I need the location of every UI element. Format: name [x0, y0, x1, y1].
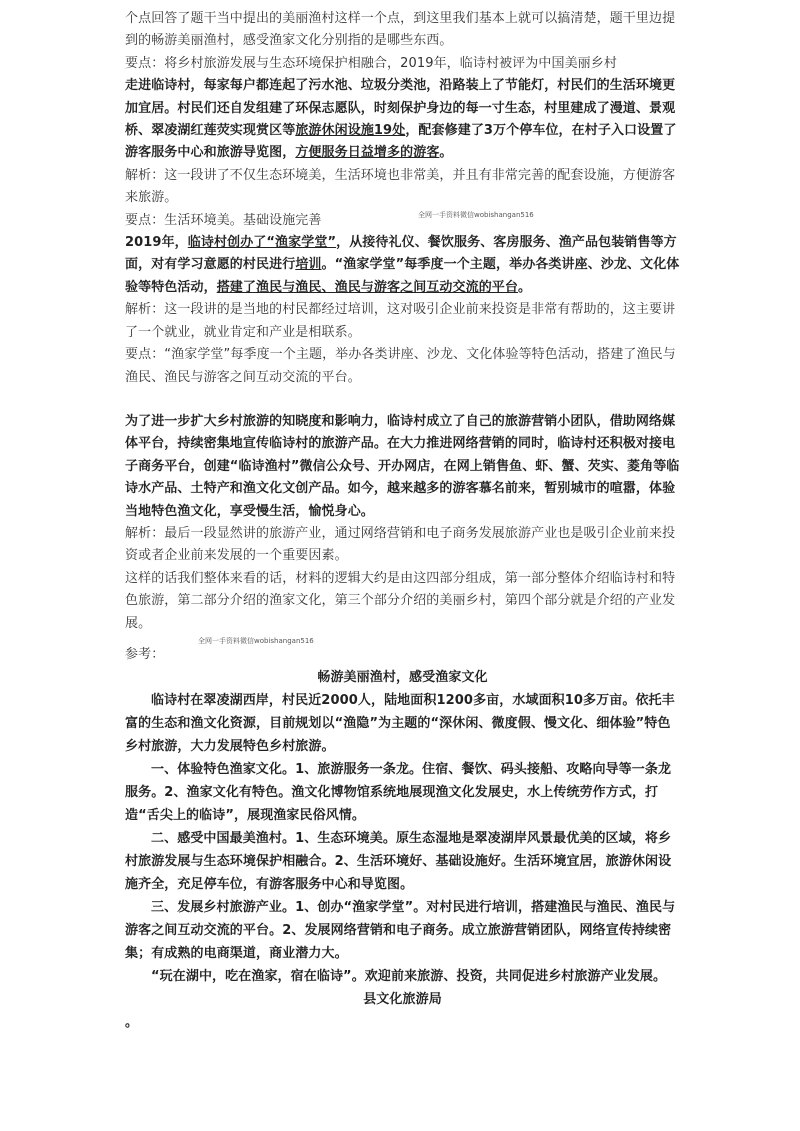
material-paragraph-3: 为了进一步扩大乡村旅游的知晓度和影响力，临诗村成立了自己的旅游营销小团队，借助网络媒体平台，持续密集地宣传临诗村的旅游产品。在大力推进网络营销的同时，临诗村还积极对接电子商务平台，创建“临诗渔村”微信公众号、开办网店，在网上销售鱼、虾、蟹、芡实、菱角等临诗水产品、土特产和渔文化文创产品。如今，越来越多的游客慕名前来，暂别城市的喧嚣，体验当地特色渔文化，享受慢生活，愉悦身心。 [125, 413, 680, 519]
reference-section [125, 643, 680, 1034]
reference-paragraph: 临诗村在翠凌湖西岸，村民近2000人，陆地面积1200多亩，水域面积10多万亩。依托丰富的生态和渔文化资源，目前规划以“渔隐”为主题的“深休闲、微度假、慢文化、细体验”特色乡村旅游，大力发展特色乡村旅游。 [125, 692, 675, 754]
analysis-text: 解析：这一段讲的是当地的村民都经过培训，这对吸引企业前来投资是非常有帮助的，这主要讲了一个就业，就业肯定和产业是相联系。 [125, 302, 676, 340]
reference-signature: 县文化旅游局 [363, 991, 442, 1007]
point-text: 要点：生活环境美。基础设施完善 [125, 212, 322, 228]
intro-paragraph: 个点回答了题干当中提出的美丽渔村这样一个点，到这里我们基本上就可以搞清楚，题干里边提到的畅游美丽渔村，感受渔家文化分别指的是哪些东西。 [125, 11, 676, 49]
reference-label: 参考： [125, 646, 165, 662]
reference-paragraph: 三、发展乡村旅游产业。1、创办“渔家学堂”。对村民进行培训，搭建渔民与渔民、渔民与游客之间互动交流的平台。2、发展网络营销和电子商务。成立旅游营销团队，网络宣传持续密集；有成熟的电商渠道，商业潜力大。 [125, 899, 676, 961]
document-page [125, 8, 680, 1034]
point-text: 要点：将乡村旅游发展与生态环境保护相融合，2019年，临诗村被评为中国美丽乡村 [125, 55, 617, 71]
reference-title: 畅游美丽渔村，感受渔家文化 [317, 669, 488, 685]
watermark-text: 全网一手资料微信wobishangan516 [198, 637, 314, 645]
analysis-text: 解析：这一段讲了不仅生态环境美，生活环境也非常美，并且有非常完善的配套设施，方便游客来旅游。 [125, 167, 676, 206]
reference-paragraph: 二、感受中国最美渔村。1、生态环境美。原生态湿地是翠凌湖岸风景最优美的区域，将乡村旅游发展与生态环境保护相融合。2、生活环境好、基础设施好。生活环境宜居，旅游休闲设施齐全，充足停车位，有游客服务中心和导览图。 [125, 830, 672, 892]
material-paragraph-2: 2019年，临诗村创办了“渔家学堂”，从接待礼仪、餐饮服务、客房服务、渔产品包装销售等方面，对有学习意愿的村民进行培训。“渔家学堂”每季度一个主题，举办各类讲座、沙龙、文化体验等特色活动，搭建了渔民与渔民、渔民与游客之间互动交流的平台。 [125, 235, 680, 295]
reference-paragraph: 一、体验特色渔家文化。1、旅游服务一条龙。住宿、餐饮、码头接船、攻略向导等一条龙服务。2、渔家文化有特色。渔文化博物馆系统地展现渔文化发展史，水上传统劳作方式，打造“舌尖上的临诗”，展现渔家民俗风情。 [125, 761, 672, 823]
reference-end-mark: 。 [125, 1014, 139, 1030]
summary-text: 这样的话我们整体来看的话，材料的逻辑大约是由这四部分组成，第一部分整体介绍临诗村和特色旅游，第二部分介绍的渔家文化，第三个部分介绍的美丽乡村，第四个部分就是介绍的产业发展。 [125, 570, 676, 631]
material-paragraph-1: 走进临诗村，每家每户都连起了污水池、垃圾分类池，沿路装上了节能灯，村民们的生活环境更加宜居。村民们还自发组建了环保志愿队，时刻保护身边的每一寸生态，村里建成了漫道、景观桥、翠凌湖红莲荧实现赏区等旅游休闲设施19处，配套修建了3万个停车位，在村子入口设置了游客服务中心和旅游导览图，方便服务日益增多的游客。 [125, 78, 677, 161]
reference-paragraph: “玩在湖中，吃在渔家，宿在临诗”。欢迎前来旅游、投资，共同促进乡村旅游产业发展。 [151, 968, 667, 984]
watermark-text: 全网一手资料微信wobishangan516 [418, 211, 534, 219]
point-text: 要点：“渔家学堂”每季度一个主题，举办各类讲座、沙龙、文化体验等特色活动，搭建了渔民与渔民、渔民与游客之间互动交流的平台。 [125, 347, 676, 385]
analysis-text: 解析：最后一段显然讲的旅游产业，通过网络营销和电子商务发展旅游产业也是吸引企业前来投资或者企业前来发展的一个重要因素。 [125, 525, 676, 564]
